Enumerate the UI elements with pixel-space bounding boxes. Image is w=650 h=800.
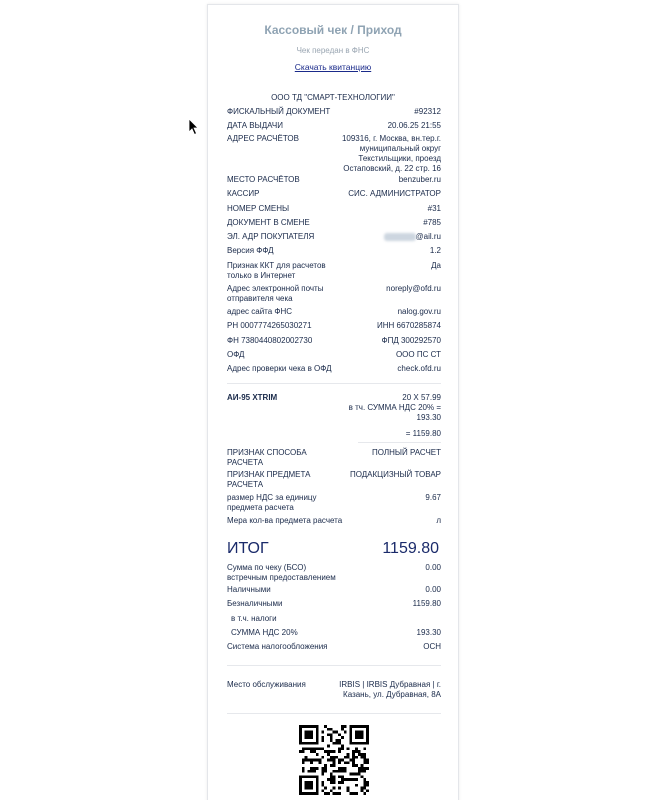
total-value: 1159.80 xyxy=(382,540,439,557)
detail-label: Адрес электронной почты отправителя чека xyxy=(227,284,324,303)
payment-label: Безналичными xyxy=(227,599,283,608)
detail-row-buyer-email xyxy=(227,232,441,242)
item-attr-label: Мера кол-ва предмета расчета xyxy=(227,516,343,525)
payment-row xyxy=(227,563,441,583)
redacted-blur xyxy=(384,233,416,241)
detail-label: ФН 7380440802002730 xyxy=(227,336,313,345)
detail-label: ДОКУМЕНТ В СМЕНЕ xyxy=(227,218,310,227)
detail-value: 1.2 xyxy=(429,246,441,255)
divider xyxy=(227,665,441,666)
receipt-title: Кассовый чек / Приход xyxy=(264,23,402,37)
detail-label: ФИСКАЛЬНЫЙ ДОКУМЕНТ xyxy=(227,107,331,116)
payment-value: 0.00 xyxy=(425,585,441,594)
payment-row xyxy=(227,599,441,609)
detail-value: ИНН 6670285874 xyxy=(376,321,441,330)
organization-name: ООО ТД "СМАРТ-ТЕХНОЛОГИИ" xyxy=(271,93,395,102)
item-attr-value: ПОЛНЫЙ РАСЧЕТ xyxy=(372,448,441,457)
detail-value: #785 xyxy=(423,218,441,227)
item-calc: 20 X 57.99 в тч. СУММА НДС 20% = 193.30 xyxy=(348,393,441,422)
detail-value: 20.06.25 21:55 xyxy=(387,121,441,130)
detail-row-shift xyxy=(227,204,441,214)
qr-code-icon[interactable] xyxy=(299,725,369,795)
detail-value: benzuber.ru xyxy=(398,175,441,184)
detail-row-check-url xyxy=(227,364,441,374)
detail-label: ЭЛ. АДР ПОКУПАТЕЛЯ xyxy=(227,232,315,241)
detail-value: 109316, г. Москва, вн.тер.г. муниципальный округ Текстильщики, проезд Остаповский, д. 22 стр. 16 xyxy=(341,134,441,173)
payment-label: СУММА НДС 20% xyxy=(231,628,298,637)
payment-row xyxy=(227,642,441,652)
item-row xyxy=(227,393,441,423)
detail-row-doc-in-shift xyxy=(227,218,441,228)
detail-row-fiscal-doc xyxy=(227,107,441,117)
item-amount-row xyxy=(227,429,441,439)
fns-status: Чек передан в ФНС xyxy=(296,46,370,55)
item-attr-value: ПОДАКЦИЗНЫЙ ТОВАР xyxy=(349,470,441,479)
detail-label: Версия ФФД xyxy=(227,246,274,255)
service-value: IRBIS | IRBIS Дубравная | г. Казань, ул. Дубравная, 8А xyxy=(339,680,441,699)
detail-value: Да xyxy=(431,261,441,270)
detail-row-fns-site xyxy=(227,307,441,317)
divider xyxy=(358,442,441,443)
detail-label: КАССИР xyxy=(227,189,260,198)
detail-label: МЕСТО РАСЧЁТОВ xyxy=(227,175,300,184)
payment-value: ОСН xyxy=(423,642,441,651)
detail-row-ffd xyxy=(227,246,441,256)
payment-row xyxy=(227,585,441,595)
detail-value: ФПД 300292570 xyxy=(381,336,441,345)
item-attr-row xyxy=(227,470,441,490)
item-attr-label: размер НДС за единицу предмета расчета xyxy=(227,493,317,512)
mouse-cursor-icon xyxy=(188,118,200,136)
item-attr-row xyxy=(227,493,441,513)
item-name: АИ-95 XTRIM xyxy=(227,393,278,402)
payment-value: 1159.80 xyxy=(412,599,441,608)
detail-value: #31 xyxy=(427,204,441,213)
payment-label: Сумма по чеку (БСО) встречным предоставлением xyxy=(227,563,336,582)
item-attr-row xyxy=(227,516,441,526)
detail-value: check.ofd.ru xyxy=(397,364,441,373)
detail-row-cashier xyxy=(227,189,441,199)
detail-value: #92312 xyxy=(414,107,441,116)
detail-row-rn xyxy=(227,321,441,331)
item-attr-label: ПРИЗНАК ПРЕДМЕТА РАСЧЕТА xyxy=(227,470,311,489)
detail-label: АДРЕС РАСЧЁТОВ xyxy=(227,134,299,143)
detail-value: noreply@ofd.ru xyxy=(386,284,441,293)
detail-row-ofd xyxy=(227,350,441,360)
divider xyxy=(227,713,441,714)
detail-label: адрес сайта ФНС xyxy=(227,307,293,316)
detail-row-date xyxy=(227,121,441,131)
detail-row-sender-email xyxy=(227,284,441,304)
payment-label: Наличными xyxy=(227,585,271,594)
detail-value: @ail.ru xyxy=(384,232,441,242)
service-label: Место обслуживания xyxy=(227,680,306,689)
item-attr-label: ПРИЗНАК СПОСОБА РАСЧЕТА xyxy=(227,448,307,467)
detail-label: Признак ККТ для расчетов только в Интернет xyxy=(227,261,326,280)
detail-row-fn xyxy=(227,336,441,346)
detail-label: ДАТА ВЫДАЧИ xyxy=(227,121,283,130)
item-attr-value: 9.67 xyxy=(425,493,441,502)
receipt xyxy=(207,4,459,800)
payment-label: Система налогообложения xyxy=(227,642,328,651)
detail-row-kkt-internet xyxy=(227,261,441,281)
detail-label: ОФД xyxy=(227,350,245,359)
total-label: ИТОГ xyxy=(227,540,269,557)
service-row xyxy=(227,680,441,700)
payment-label: в т.ч. налоги xyxy=(231,614,277,623)
detail-value: ООО ПС СТ xyxy=(395,350,441,359)
item-attr-value: л xyxy=(436,516,441,525)
divider xyxy=(227,383,441,384)
detail-row-address xyxy=(227,134,441,174)
detail-label: НОМЕР СМЕНЫ xyxy=(227,204,290,213)
detail-value: СИС. АДМИНИСТРАТОР xyxy=(348,189,441,198)
payment-row xyxy=(227,628,441,638)
detail-row-place xyxy=(227,175,441,185)
item-attr-row xyxy=(227,448,441,468)
detail-label: Адрес проверки чека в ОФД xyxy=(227,364,332,373)
detail-value: nalog.gov.ru xyxy=(397,307,441,316)
payment-value: 0.00 xyxy=(425,563,441,572)
payment-row xyxy=(227,614,441,624)
download-receipt-link[interactable]: Скачать квитанцию xyxy=(294,62,372,72)
item-amount: = 1159.80 xyxy=(405,429,441,438)
payment-value: 193.30 xyxy=(416,628,441,637)
detail-label: РН 0007774265030271 xyxy=(227,321,312,330)
